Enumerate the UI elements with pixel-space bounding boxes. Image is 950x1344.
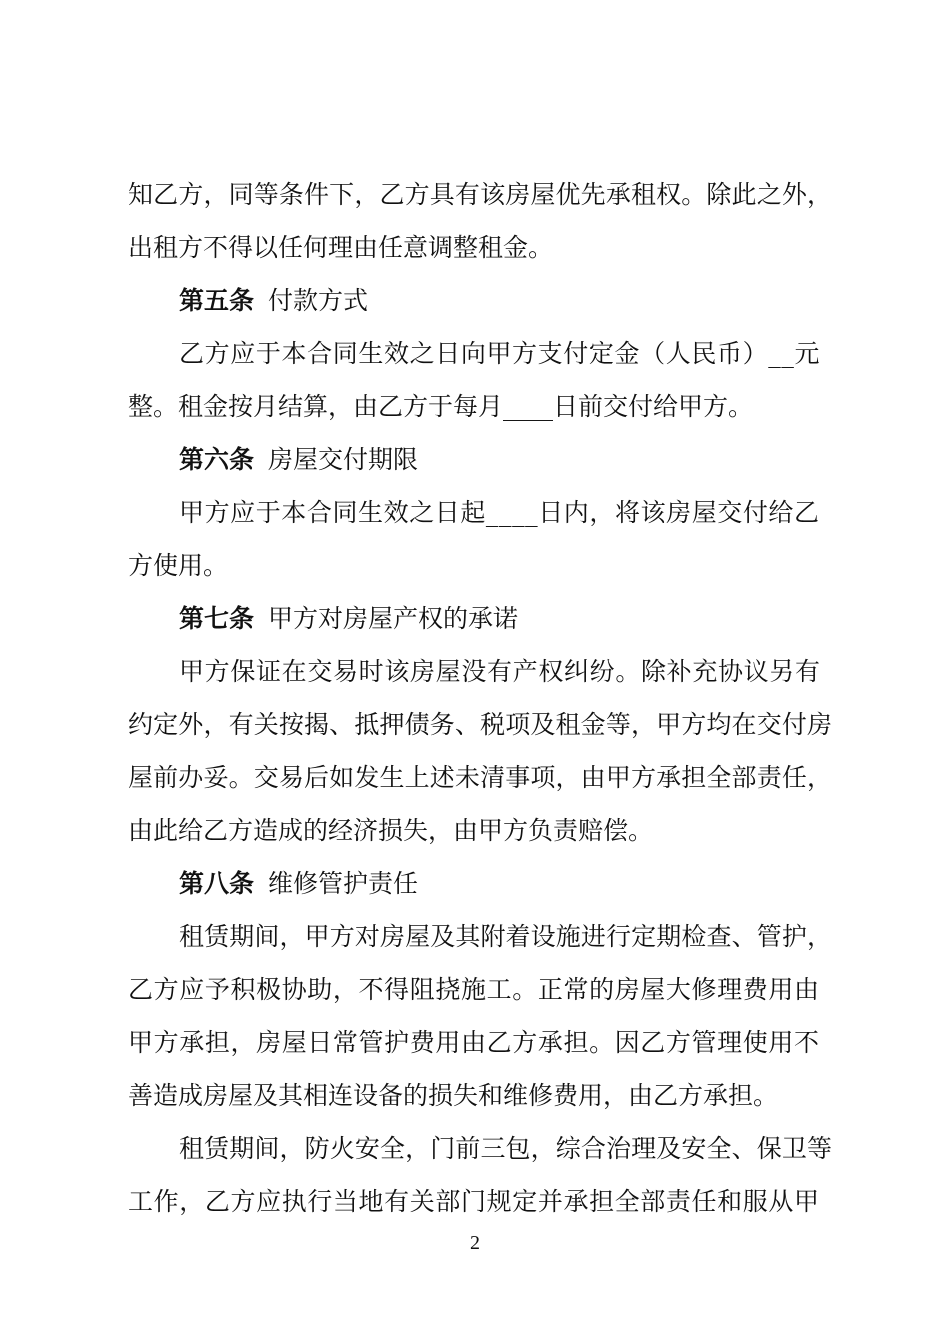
article-title: 维修管护责任 xyxy=(268,869,419,898)
paragraph-line xyxy=(128,910,832,963)
paragraph-line xyxy=(128,380,832,433)
text-line: 整。租金按月结算，由乙方于每月____日前交付给甲方。 xyxy=(128,392,754,421)
article-title: 房屋交付期限 xyxy=(268,445,419,474)
article-8-heading xyxy=(128,857,832,910)
paragraph-line xyxy=(128,539,832,592)
article-number: 第五条 xyxy=(179,286,255,315)
text-line: 租赁期间，甲方对房屋及其附着设施进行定期检查、管护， xyxy=(179,922,833,951)
text-line: 甲方应于本合同生效之日起____日内，将该房屋交付给乙 xyxy=(179,498,820,527)
text-line: 租赁期间，防火安全，门前三包，综合治理及安全、保卫等 xyxy=(179,1134,833,1163)
text-line: 甲方保证在交易时该房屋没有产权纠纷。除补充协议另有 xyxy=(179,657,821,686)
article-number: 第七条 xyxy=(179,604,255,633)
article-title: 甲方对房屋产权的承诺 xyxy=(268,604,519,633)
paragraph-line xyxy=(128,168,832,221)
paragraph-line xyxy=(128,221,832,274)
article-7-heading xyxy=(128,592,832,645)
article-5-heading xyxy=(128,274,832,327)
text-line: 乙方应于本合同生效之日向甲方支付定金（人民币）__元 xyxy=(179,339,821,368)
text-line: 善造成房屋及其相连设备的损失和维修费用，由乙方承担。 xyxy=(128,1081,779,1110)
article-title: 付款方式 xyxy=(268,286,369,315)
text-line: 由此给乙方造成的经济损失，由甲方负责赔偿。 xyxy=(128,816,654,845)
text-line: 甲方承担，房屋日常管护费用由乙方承担。因乙方管理使用不 xyxy=(128,1028,820,1057)
paragraph-line xyxy=(128,1069,832,1122)
text-line: 方使用。 xyxy=(128,551,229,580)
paragraph-line xyxy=(128,751,832,804)
text-line: 知乙方，同等条件下，乙方具有该房屋优先承租权。除此之外， xyxy=(128,180,833,209)
paragraph-line xyxy=(128,645,832,698)
paragraph-line xyxy=(128,963,832,1016)
text-line: 约定外，有关按揭、抵押债务、税项及租金等，甲方均在交付房 xyxy=(128,710,833,739)
paragraph-line xyxy=(128,1122,832,1175)
text-line: 工作，乙方应执行当地有关部门规定并承担全部责任和服从甲 xyxy=(128,1187,820,1216)
paragraph-line xyxy=(128,486,832,539)
text-line: 屋前办妥。交易后如发生上述未清事项，由甲方承担全部责任， xyxy=(128,763,833,792)
text-line: 出租方不得以任何理由任意调整租金。 xyxy=(128,233,554,262)
article-6-heading xyxy=(128,433,832,486)
paragraph-line xyxy=(128,804,832,857)
page-number: 2 xyxy=(470,1232,480,1254)
article-number: 第六条 xyxy=(179,445,255,474)
paragraph-line xyxy=(128,1016,832,1069)
paragraph-line xyxy=(128,1175,832,1228)
paragraph-line xyxy=(128,327,832,380)
paragraph-line xyxy=(128,698,832,751)
article-number: 第八条 xyxy=(179,869,255,898)
document-body xyxy=(128,168,832,1228)
text-line: 乙方应予积极协助，不得阻挠施工。正常的房屋大修理费用由 xyxy=(128,975,820,1004)
